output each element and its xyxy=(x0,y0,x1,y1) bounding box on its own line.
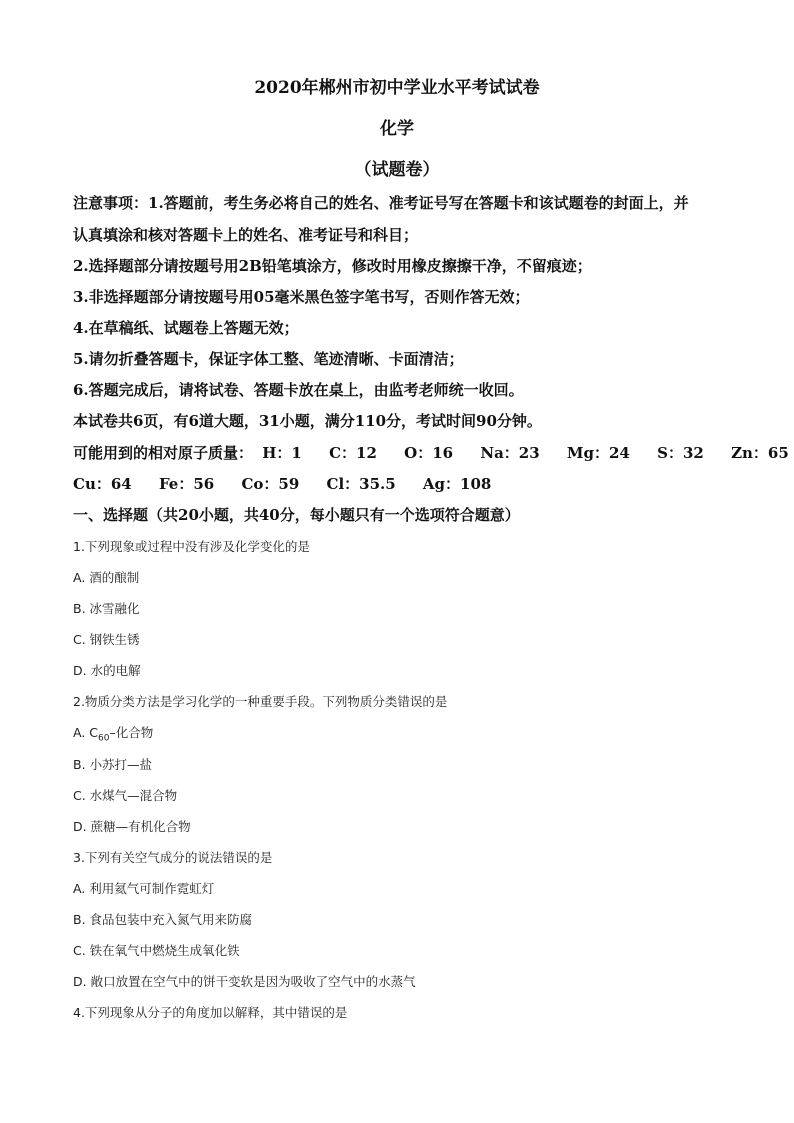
question-3-option-a: A. 利用氦气可制作霓虹灯 xyxy=(73,881,215,896)
atomic-mass-mg: Mg：24 xyxy=(566,444,630,462)
question-3-option-d: D. 敞口放置在空气中的饼干变软是因为吸收了空气中的水蒸气 xyxy=(73,974,416,989)
atomic-masses-label: 可能用到的相对原子质量： xyxy=(73,444,254,462)
atomic-mass-cu: Cu：64 xyxy=(73,475,132,493)
question-2-option-a-subscript: 60 xyxy=(98,733,110,744)
paper-type: （试题卷） xyxy=(354,160,440,180)
question-1-option-a: A. 酒的酿制 xyxy=(73,570,140,585)
atomic-mass-co: Co：59 xyxy=(241,475,300,493)
atomic-mass-fe: Fe：56 xyxy=(158,475,215,493)
question-2-stem: 2.物质分类方法是学习化学的一种重要手段。下列物质分类错误的是 xyxy=(73,694,448,709)
notes-line-2: 认真填涂和核对答题卡上的姓名、准考证号和科目； xyxy=(73,226,419,244)
exam-summary: 本试卷共6页，有6道大题，31小题，满分110分，考试时间90分钟。 xyxy=(73,412,542,430)
question-3-option-b: B. 食品包装中充入氮气用来防腐 xyxy=(73,912,253,927)
atomic-mass-c: C：12 xyxy=(329,444,377,462)
atomic-mass-cl: Cl：35.5 xyxy=(326,475,396,493)
atomic-mass-ag: Ag：108 xyxy=(422,475,492,493)
question-1-stem: 1.下列现象或过程中没有涉及化学变化的是 xyxy=(73,539,310,554)
question-1-option-c: C. 钢铁生锈 xyxy=(73,632,140,647)
question-3-option-c: C. 铁在氧气中燃烧生成氧化铁 xyxy=(73,943,240,958)
exam-title: 2020年郴州市初中学业水平考试试卷 xyxy=(254,78,540,98)
subject-title: 化学 xyxy=(380,119,414,139)
question-1-option-b: B. 冰雪融化 xyxy=(73,601,140,616)
question-2-option-a-suffix: –化合物 xyxy=(109,725,154,740)
question-4-stem: 4.下列现象从分子的角度加以解释，其中错误的是 xyxy=(73,1005,348,1020)
question-2-option-c: C. 水煤气—混合物 xyxy=(73,788,178,803)
question-2-option-a-prefix: A. C xyxy=(73,725,99,740)
atomic-masses-row-2 xyxy=(73,473,491,494)
atomic-mass-h: H：1 xyxy=(262,444,302,462)
section-1-heading: 一、选择题（共20小题，共40分，每小题只有一个选项符合题意） xyxy=(73,506,520,524)
question-2-option-b: B. 小苏打—盐 xyxy=(73,757,153,772)
atomic-mass-na: Na：23 xyxy=(480,444,540,462)
notes-item-5: 5.请勿折叠答题卡，保证字体工整、笔迹清晰、卡面清洁； xyxy=(73,350,464,368)
notes-line-1: 注意事项：1.答题前，考生务必将自己的姓名、准考证号写在答题卡和该试题卷的封面上，并 xyxy=(73,194,689,212)
question-2-option-d: D. 蔗糖—有机化合物 xyxy=(73,819,191,834)
atomic-mass-s: S：32 xyxy=(657,444,704,462)
question-3-stem: 3.下列有关空气成分的说法错误的是 xyxy=(73,850,273,865)
atomic-mass-o: O：16 xyxy=(404,444,454,462)
question-1-option-d: D. 水的电解 xyxy=(73,663,141,678)
notes-item-6: 6.答题完成后，请将试卷、答题卡放在桌上，由监考老师统一收回。 xyxy=(73,381,524,399)
question-2-option-a xyxy=(73,723,153,744)
notes-item-4: 4.在草稿纸、试题卷上答题无效； xyxy=(73,319,299,337)
atomic-masses-row-1 xyxy=(73,442,789,463)
notes-item-3: 3.非选择题部分请按题号用05毫米黑色签字笔书写，否则作答无效； xyxy=(73,288,530,306)
notes-item-2: 2.选择题部分请按题号用2B铅笔填涂方，修改时用橡皮擦擦干净，不留痕迹； xyxy=(73,257,592,275)
atomic-mass-zn: Zn：65 xyxy=(731,444,789,462)
